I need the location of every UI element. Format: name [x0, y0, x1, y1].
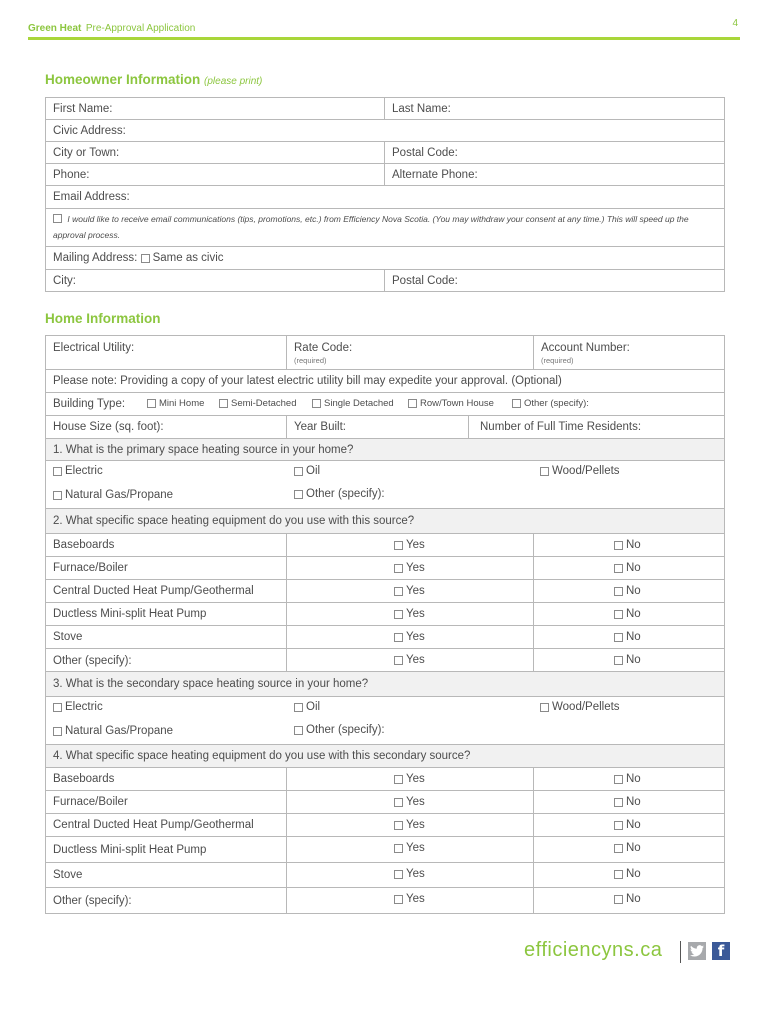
footer-url[interactable]: efficiencyns.ca	[524, 939, 663, 961]
city-town-field[interactable]	[45, 141, 385, 164]
q2-text: 2. What specific space heating equipment do you use with this source?	[53, 515, 415, 527]
q3-oil-label: Oil	[306, 701, 321, 713]
q2-row-label-cell	[45, 625, 287, 649]
mailing-address-field[interactable]	[45, 246, 725, 270]
q3-oil-checkbox[interactable]	[294, 703, 303, 712]
q2-no-label: No	[626, 562, 641, 574]
semi-detached-label: Semi-Detached	[231, 398, 297, 409]
same-as-civic-checkbox[interactable]	[141, 254, 150, 263]
q2-no-checkbox[interactable]	[614, 610, 623, 619]
q2-no-checkbox[interactable]	[614, 656, 623, 665]
email-field[interactable]	[45, 185, 725, 209]
q4-row-label: Ductless Mini-split Heat Pump	[53, 843, 207, 856]
row-town-checkbox[interactable]	[408, 399, 417, 408]
q4-text: 4. What specific space heating equipment do you use with this secondary source?	[53, 750, 471, 762]
q1-options-box	[45, 460, 725, 509]
q4-no-label: No	[626, 773, 641, 785]
q1-oil-checkbox[interactable]	[294, 467, 303, 476]
consent-text: I would like to receive email communications (tips, promotions, etc.) from Efficiency Nova Scotia. (You may withdraw your consent at any time.) This will speed up the approval process.	[53, 214, 689, 240]
q2-yes-label: Yes	[406, 608, 425, 620]
q4-yes-option[interactable]	[394, 893, 425, 905]
form-title: Pre-Approval Application	[85, 23, 196, 34]
q2-yes-checkbox[interactable]	[394, 564, 403, 573]
q2-no-label: No	[626, 539, 641, 551]
building-option-semi-detached[interactable]	[219, 398, 296, 409]
q4-row-label-cell	[45, 887, 287, 914]
bill-note-row	[45, 369, 725, 393]
q2-row-label-cell	[45, 579, 287, 603]
q3-wood-label: Wood/Pellets	[552, 701, 620, 713]
q4-no-option[interactable]	[614, 796, 641, 808]
q3-gas-option[interactable]	[53, 725, 173, 737]
city-label: City:	[53, 274, 76, 287]
q4-row-label: Stove	[53, 869, 83, 881]
footer-divider	[680, 941, 681, 963]
q1-wood-checkbox[interactable]	[540, 467, 549, 476]
q3-other-label: Other (specify):	[306, 724, 385, 736]
account-number-required: (required)	[541, 356, 574, 365]
year-built-field[interactable]	[286, 415, 469, 439]
q2-no-label: No	[626, 608, 641, 620]
q4-row-label: Other (specify):	[53, 894, 132, 907]
q2-yes-label: Yes	[406, 539, 425, 551]
q1-other-label: Other (specify):	[306, 488, 385, 500]
q2-no-option[interactable]	[614, 585, 641, 597]
q4-yes-label: Yes	[406, 773, 425, 785]
bill-note-text: Please note: Providing a copy of your latest electric utility bill may expedite your approval. (Optional)	[53, 375, 562, 387]
building-other-label: Other (specify):	[524, 398, 589, 409]
q3-oil-option[interactable]	[294, 701, 320, 713]
electrical-utility-field[interactable]	[45, 335, 287, 370]
q2-row-label-cell	[45, 556, 287, 580]
alt-phone-label: Alternate Phone:	[392, 168, 478, 181]
q4-no-option[interactable]	[614, 842, 641, 854]
electrical-utility-label: Electrical Utility:	[53, 342, 135, 354]
house-size-field[interactable]	[45, 415, 287, 439]
q4-no-option[interactable]	[614, 773, 641, 785]
q4-row-label: Baseboards	[53, 773, 115, 785]
q4-yes-label: Yes	[406, 868, 425, 880]
rate-code-required: (required)	[294, 356, 327, 365]
mini-home-checkbox[interactable]	[147, 399, 156, 408]
q4-yes-option[interactable]	[394, 796, 425, 808]
q1-wood-label: Wood/Pellets	[552, 465, 620, 477]
q1-text: 1. What is the primary space heating source in your home?	[53, 443, 354, 456]
facebook-glyph: f	[717, 942, 725, 960]
semi-detached-checkbox[interactable]	[219, 399, 228, 408]
q4-no-label: No	[626, 842, 641, 854]
single-detached-label: Single Detached	[324, 398, 394, 409]
phone-label: Phone:	[53, 168, 90, 181]
twitter-icon[interactable]	[688, 942, 706, 960]
q4-row-label-cell	[45, 767, 287, 791]
page-header	[28, 18, 740, 40]
q4-row-label-cell	[45, 836, 287, 863]
q4-no-option[interactable]	[614, 819, 641, 831]
year-built-label: Year Built:	[294, 421, 346, 433]
homeowner-section-title	[45, 72, 262, 87]
homeowner-note: (please print)	[204, 76, 263, 87]
homeowner-title: Homeowner Information	[45, 72, 201, 87]
q4-no-label: No	[626, 819, 641, 831]
building-option-mini-home[interactable]	[147, 398, 204, 409]
q4-row-label: Central Ducted Heat Pump/Geothermal	[53, 819, 254, 831]
first-name-label: First Name:	[53, 102, 113, 115]
q4-yes-checkbox[interactable]	[394, 844, 403, 853]
q4-yes-label: Yes	[406, 819, 425, 831]
q2-no-label: No	[626, 585, 641, 597]
q2-yes-option[interactable]	[394, 562, 425, 574]
q2-no-option[interactable]	[614, 654, 641, 666]
q4-yes-checkbox[interactable]	[394, 798, 403, 807]
q4-yes-option[interactable]	[394, 773, 425, 785]
q2-yes-checkbox[interactable]	[394, 587, 403, 596]
last-name-label: Last Name:	[392, 102, 451, 115]
q1-electric-option[interactable]	[53, 465, 103, 477]
q3-wood-option[interactable]	[540, 701, 620, 713]
consent-text-wrap	[53, 211, 718, 243]
q4-no-label: No	[626, 893, 641, 905]
q2-no-checkbox[interactable]	[614, 564, 623, 573]
q1-question	[45, 438, 725, 461]
consent-checkbox[interactable]	[53, 214, 62, 223]
q2-row-label: Baseboards	[53, 539, 115, 551]
mini-home-label: Mini Home	[159, 398, 205, 409]
building-type-label: Building Type:	[53, 398, 126, 410]
building-option-other[interactable]	[512, 398, 589, 409]
civic-address-label: Civic Address:	[53, 124, 126, 137]
q4-yes-option[interactable]	[394, 819, 425, 831]
q2-row-label: Central Ducted Heat Pump/Geothermal	[53, 585, 254, 597]
first-name-field[interactable]	[45, 97, 385, 120]
q1-gas-label: Natural Gas/Propane	[65, 489, 174, 501]
q2-no-option[interactable]	[614, 631, 641, 643]
q2-row-label: Furnace/Boiler	[53, 562, 128, 574]
q1-electric-label: Electric	[65, 465, 103, 477]
q4-yes-label: Yes	[406, 842, 425, 854]
q3-gas-label: Natural Gas/Propane	[65, 725, 174, 737]
rate-code-field[interactable]	[286, 335, 534, 370]
q4-no-label: No	[626, 868, 641, 880]
q2-no-checkbox[interactable]	[614, 633, 623, 642]
q2-row-label: Other (specify):	[53, 654, 132, 667]
q2-row-label: Ductless Mini-split Heat Pump	[53, 608, 207, 620]
q4-no-option[interactable]	[614, 868, 641, 880]
email-consent-row	[45, 208, 725, 247]
q3-gas-checkbox[interactable]	[53, 727, 62, 736]
email-label: Email Address:	[53, 191, 130, 203]
q2-row-label-cell	[45, 533, 287, 557]
q4-yes-checkbox[interactable]	[394, 870, 403, 879]
q4-no-label: No	[626, 796, 641, 808]
q4-yes-option[interactable]	[394, 868, 425, 880]
q2-row-label-cell	[45, 648, 287, 673]
single-detached-checkbox[interactable]	[312, 399, 321, 408]
q2-yes-label: Yes	[406, 631, 425, 643]
q3-text: 3. What is the secondary space heating source in your home?	[53, 678, 369, 690]
q1-electric-checkbox[interactable]	[53, 467, 62, 476]
q2-no-option[interactable]	[614, 608, 641, 620]
city-town-label: City or Town:	[53, 146, 120, 159]
q4-yes-label: Yes	[406, 893, 425, 905]
q1-gas-checkbox[interactable]	[53, 491, 62, 500]
q2-no-checkbox[interactable]	[614, 541, 623, 550]
account-number-label: Account Number:	[541, 342, 630, 354]
postal-code-field[interactable]	[384, 141, 725, 164]
city-field[interactable]	[45, 269, 385, 292]
q4-row-label-cell	[45, 790, 287, 814]
q4-row-label-cell	[45, 813, 287, 837]
q1-oil-option[interactable]	[294, 465, 320, 477]
q4-no-checkbox[interactable]	[614, 895, 623, 904]
q2-no-option[interactable]	[614, 562, 641, 574]
q4-yes-checkbox[interactable]	[394, 895, 403, 904]
building-option-row-town[interactable]	[408, 398, 494, 409]
q2-yes-label: Yes	[406, 562, 425, 574]
civic-address-field[interactable]	[45, 119, 725, 142]
q2-yes-option[interactable]	[394, 585, 425, 597]
building-other-checkbox[interactable]	[512, 399, 521, 408]
facebook-icon[interactable]	[712, 942, 730, 960]
page-number: 4	[732, 18, 738, 29]
q2-yes-option[interactable]	[394, 654, 425, 666]
q3-options-box	[45, 696, 725, 745]
q2-yes-option[interactable]	[394, 608, 425, 620]
q2-no-option[interactable]	[614, 539, 641, 551]
q2-row-label: Stove	[53, 631, 83, 643]
q4-yes-checkbox[interactable]	[394, 775, 403, 784]
q2-yes-label: Yes	[406, 654, 425, 666]
residents-field[interactable]	[468, 415, 725, 439]
q1-gas-option[interactable]	[53, 489, 173, 501]
last-name-field[interactable]	[384, 97, 725, 120]
q4-no-checkbox[interactable]	[614, 844, 623, 853]
q2-row-label-cell	[45, 602, 287, 626]
q2-yes-label: Yes	[406, 585, 425, 597]
q4-no-checkbox[interactable]	[614, 798, 623, 807]
q4-row-label: Furnace/Boiler	[53, 796, 128, 808]
residents-label: Number of Full Time Residents:	[480, 421, 642, 433]
brand-name: Green Heat	[28, 23, 82, 34]
home-title: Home Information	[45, 311, 161, 326]
q2-no-label: No	[626, 631, 641, 643]
q3-other-option[interactable]	[294, 724, 385, 736]
account-number-field[interactable]	[533, 335, 725, 370]
mailing-postal-code-label: Postal Code:	[392, 274, 458, 287]
rate-code-label: Rate Code:	[294, 342, 353, 354]
q4-question	[45, 744, 725, 768]
q1-other-option[interactable]	[294, 488, 385, 500]
same-as-civic-label: Same as civic	[152, 252, 224, 264]
q4-no-checkbox[interactable]	[614, 870, 623, 879]
q3-electric-option[interactable]	[53, 701, 103, 713]
q2-question	[45, 508, 725, 534]
house-size-label: House Size (sq. foot):	[53, 421, 164, 433]
q4-no-option[interactable]	[614, 893, 641, 905]
q2-yes-option[interactable]	[394, 539, 425, 551]
home-section-title	[45, 311, 161, 326]
row-town-label: Row/Town House	[420, 398, 494, 409]
q4-no-checkbox[interactable]	[614, 775, 623, 784]
q4-yes-option[interactable]	[394, 842, 425, 854]
q2-yes-checkbox[interactable]	[394, 541, 403, 550]
mailing-postal-code-field[interactable]	[384, 269, 725, 292]
q4-no-checkbox[interactable]	[614, 821, 623, 830]
q3-other-checkbox[interactable]	[294, 726, 303, 735]
q4-yes-checkbox[interactable]	[394, 821, 403, 830]
q1-oil-label: Oil	[306, 465, 321, 477]
q2-no-label: No	[626, 654, 641, 666]
mailing-address-label: Mailing Address:	[53, 252, 138, 264]
q1-wood-option[interactable]	[540, 465, 620, 477]
q1-other-checkbox[interactable]	[294, 490, 303, 499]
q3-electric-label: Electric	[65, 701, 103, 713]
q2-yes-checkbox[interactable]	[394, 633, 403, 642]
building-option-single-detached[interactable]	[312, 398, 394, 409]
alt-phone-field[interactable]	[384, 163, 725, 186]
q4-yes-label: Yes	[406, 796, 425, 808]
q4-row-label-cell	[45, 862, 287, 888]
phone-field[interactable]	[45, 163, 385, 186]
q2-yes-option[interactable]	[394, 631, 425, 643]
q2-no-checkbox[interactable]	[614, 587, 623, 596]
q3-question	[45, 671, 725, 697]
q3-wood-checkbox[interactable]	[540, 703, 549, 712]
q3-electric-checkbox[interactable]	[53, 703, 62, 712]
postal-code-label: Postal Code:	[392, 146, 458, 159]
q2-yes-checkbox[interactable]	[394, 610, 403, 619]
q2-yes-checkbox[interactable]	[394, 656, 403, 665]
twitter-bird-glyph	[690, 945, 704, 957]
